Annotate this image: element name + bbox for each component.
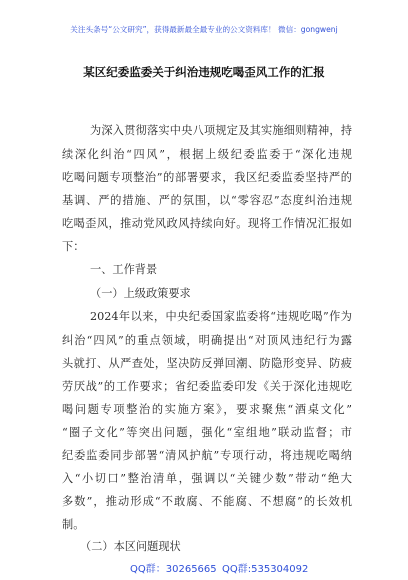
paragraph-line: 制。 (62, 518, 85, 531)
paragraph-line: 头就打、从严查处，坚决防反弹回潮、防隐形变异、防疲 (62, 357, 352, 370)
footer-qq-group-2: QQ群:535304092 (222, 564, 309, 575)
paragraph-line: 多数”，推动形成“不敢腐、不能腐、不想腐”的长效机 (62, 495, 352, 508)
paragraph-line: 入“小切口”整治清单，强调以“关键少数”带动“绝大 (62, 472, 352, 485)
document-title: 某区纪委监委关于纠治违规吃喝歪风工作的汇报 (83, 65, 325, 79)
paragraph-line: 纠治“四风”的重点领域，明确提出“对顶风违纪行为露 (62, 334, 352, 347)
intro-line: 吃喝问题专项整治”的部署要求，我区纪委监委坚持严的 (62, 171, 352, 184)
intro-line: 基调、严的措施、严的氛围，以“零容忍”态度纠治违规 (62, 194, 352, 207)
paragraph-line: 喝问题专项整治的实施方案》，要求聚焦“酒桌文化” (62, 403, 352, 416)
section-heading: 一、工作背景 (90, 263, 158, 276)
intro-line: 为深入贯彻落实中央八项规定及其实施细则精神，持 (90, 124, 352, 137)
paragraph-line: “圈子文化”等突出问题，强化“室组地”联动监督；市 (62, 426, 352, 439)
intro-line: 下： (62, 240, 85, 253)
footer-qq-group-1: QQ群：30265665 (130, 564, 217, 575)
subsection-heading: （一）上级政策要求 (90, 287, 191, 300)
paragraph-line: 劳厌战”的工作要求；省纪委监委印发《关于深化违规吃 (62, 380, 352, 393)
subsection-heading: （二）本区问题现状 (80, 540, 185, 554)
page-header-banner: 关注头条号“公文研究”，获得最新最全最专业的公文资料库！ 微信：gongwenj (70, 25, 338, 34)
intro-line: 续深化纠治“四风”，根据上级纪委监委于“深化违规 (62, 148, 352, 161)
paragraph-line: 纪委监委同步部署“清风护航”专项行动，将违规吃喝纳 (62, 449, 352, 462)
intro-line: 吃喝歪风，推动党风政风持续向好。现将工作情况汇报如 (62, 217, 352, 230)
paragraph-line: 2024年以来，中央纪委国家监委将“违规吃喝”作为 (90, 310, 352, 323)
